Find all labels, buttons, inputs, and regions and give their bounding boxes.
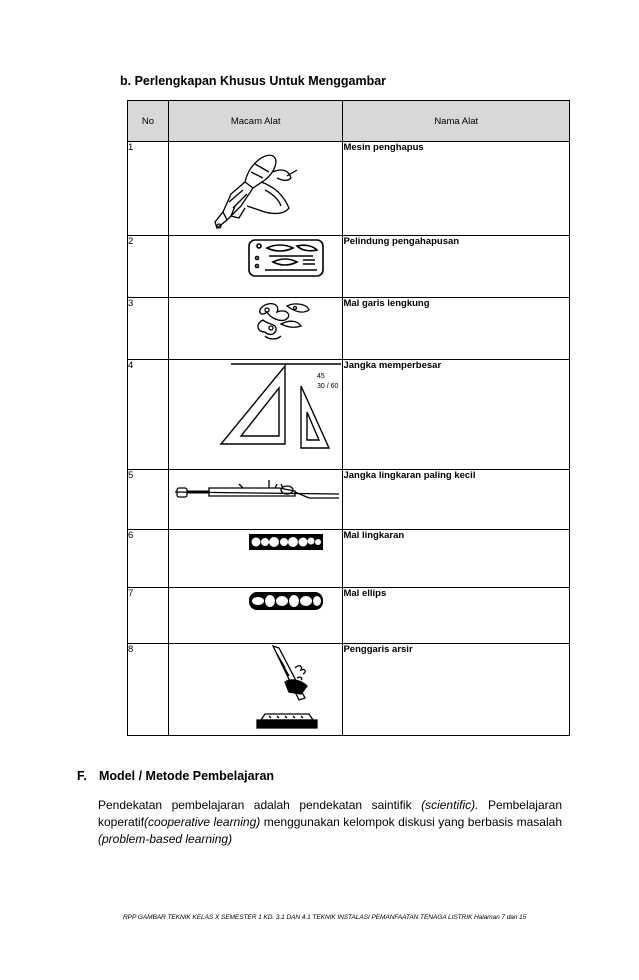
row-number: 7 <box>128 588 169 644</box>
set-square-icon <box>169 360 344 470</box>
section-f-letter: F. <box>77 769 87 783</box>
tool-name: Penggaris arsir <box>343 644 570 736</box>
angle-label-45: 45 <box>316 373 325 380</box>
tool-image-cell <box>168 644 343 736</box>
electric-eraser-icon <box>169 142 344 236</box>
header-nama-alat: Nama Alat <box>343 101 570 142</box>
table-row <box>128 644 570 736</box>
table-row <box>128 588 570 644</box>
angle-label-30-60: 30 / 60 <box>316 383 339 390</box>
tool-name: Jangka lingkaran paling kecil <box>343 470 570 530</box>
page-footer: RPP GAMBAR TEKNIK KELAS X SEMESTER 1 KD. 3.1 DAN 4.1 TEKNIK INSTALASI PEMANFAATAN TENAGA LISTRIK Halaman 7 dari 15 <box>123 914 527 921</box>
tool-name: Pelindung pengahapusan <box>343 236 570 298</box>
drop-compass-icon <box>169 470 344 530</box>
paragraph-text: menggunakan kelompok diskusi yang berbasis masalah <box>260 815 562 829</box>
section-b-title: b. Perlengkapan Khusus Untuk Menggambar <box>120 74 387 88</box>
tool-image-cell <box>168 298 343 360</box>
table-row <box>128 470 570 530</box>
tool-name: Jangka memperbesar <box>343 360 570 470</box>
row-number: 1 <box>128 142 169 236</box>
section-f-title: Model / Metode Pembelajaran <box>99 769 275 783</box>
header-macam-alat: Macam Alat <box>168 101 343 142</box>
table-row <box>128 298 570 360</box>
table-header-row <box>128 101 570 142</box>
table-row <box>128 236 570 298</box>
table-row <box>128 142 570 236</box>
ellipse-template-icon <box>169 588 344 644</box>
row-number: 3 <box>128 298 169 360</box>
row-number: 2 <box>128 236 169 298</box>
tool-image-cell <box>168 236 343 298</box>
tool-name: Mal lingkaran <box>343 530 570 588</box>
tool-name: Mal ellips <box>343 588 570 644</box>
table-row <box>128 360 570 470</box>
tool-image-cell <box>168 360 343 470</box>
tool-name: Mesin penghapus <box>343 142 570 236</box>
tool-image-cell <box>168 470 343 530</box>
tool-name: Mal garis lengkung <box>343 298 570 360</box>
circle-template-icon <box>169 530 344 588</box>
section-f-heading <box>77 769 274 783</box>
erasing-shield-icon <box>169 236 344 298</box>
section-f-paragraph <box>98 797 562 848</box>
tool-image-cell <box>168 530 343 588</box>
row-number: 4 <box>128 360 169 470</box>
table-row <box>128 530 570 588</box>
row-number: 6 <box>128 530 169 588</box>
tool-image-cell <box>168 588 343 644</box>
paragraph-italic: (cooperative learning) <box>144 815 261 829</box>
french-curve-icon <box>169 298 344 360</box>
row-number: 5 <box>128 470 169 530</box>
tools-table <box>127 100 570 736</box>
paragraph-italic: (problem-based learning) <box>98 832 233 846</box>
paragraph-text: Pembelajaran koperatif <box>98 798 562 829</box>
paragraph-italic: (scientific). <box>421 798 479 812</box>
header-no: No <box>128 101 169 142</box>
row-number: 8 <box>128 644 169 736</box>
tool-image-cell <box>168 142 343 236</box>
hatching-ruler-icon <box>169 644 344 736</box>
paragraph-text: Pendekatan pembelajaran adalah pendekatan saintifik <box>98 798 422 812</box>
